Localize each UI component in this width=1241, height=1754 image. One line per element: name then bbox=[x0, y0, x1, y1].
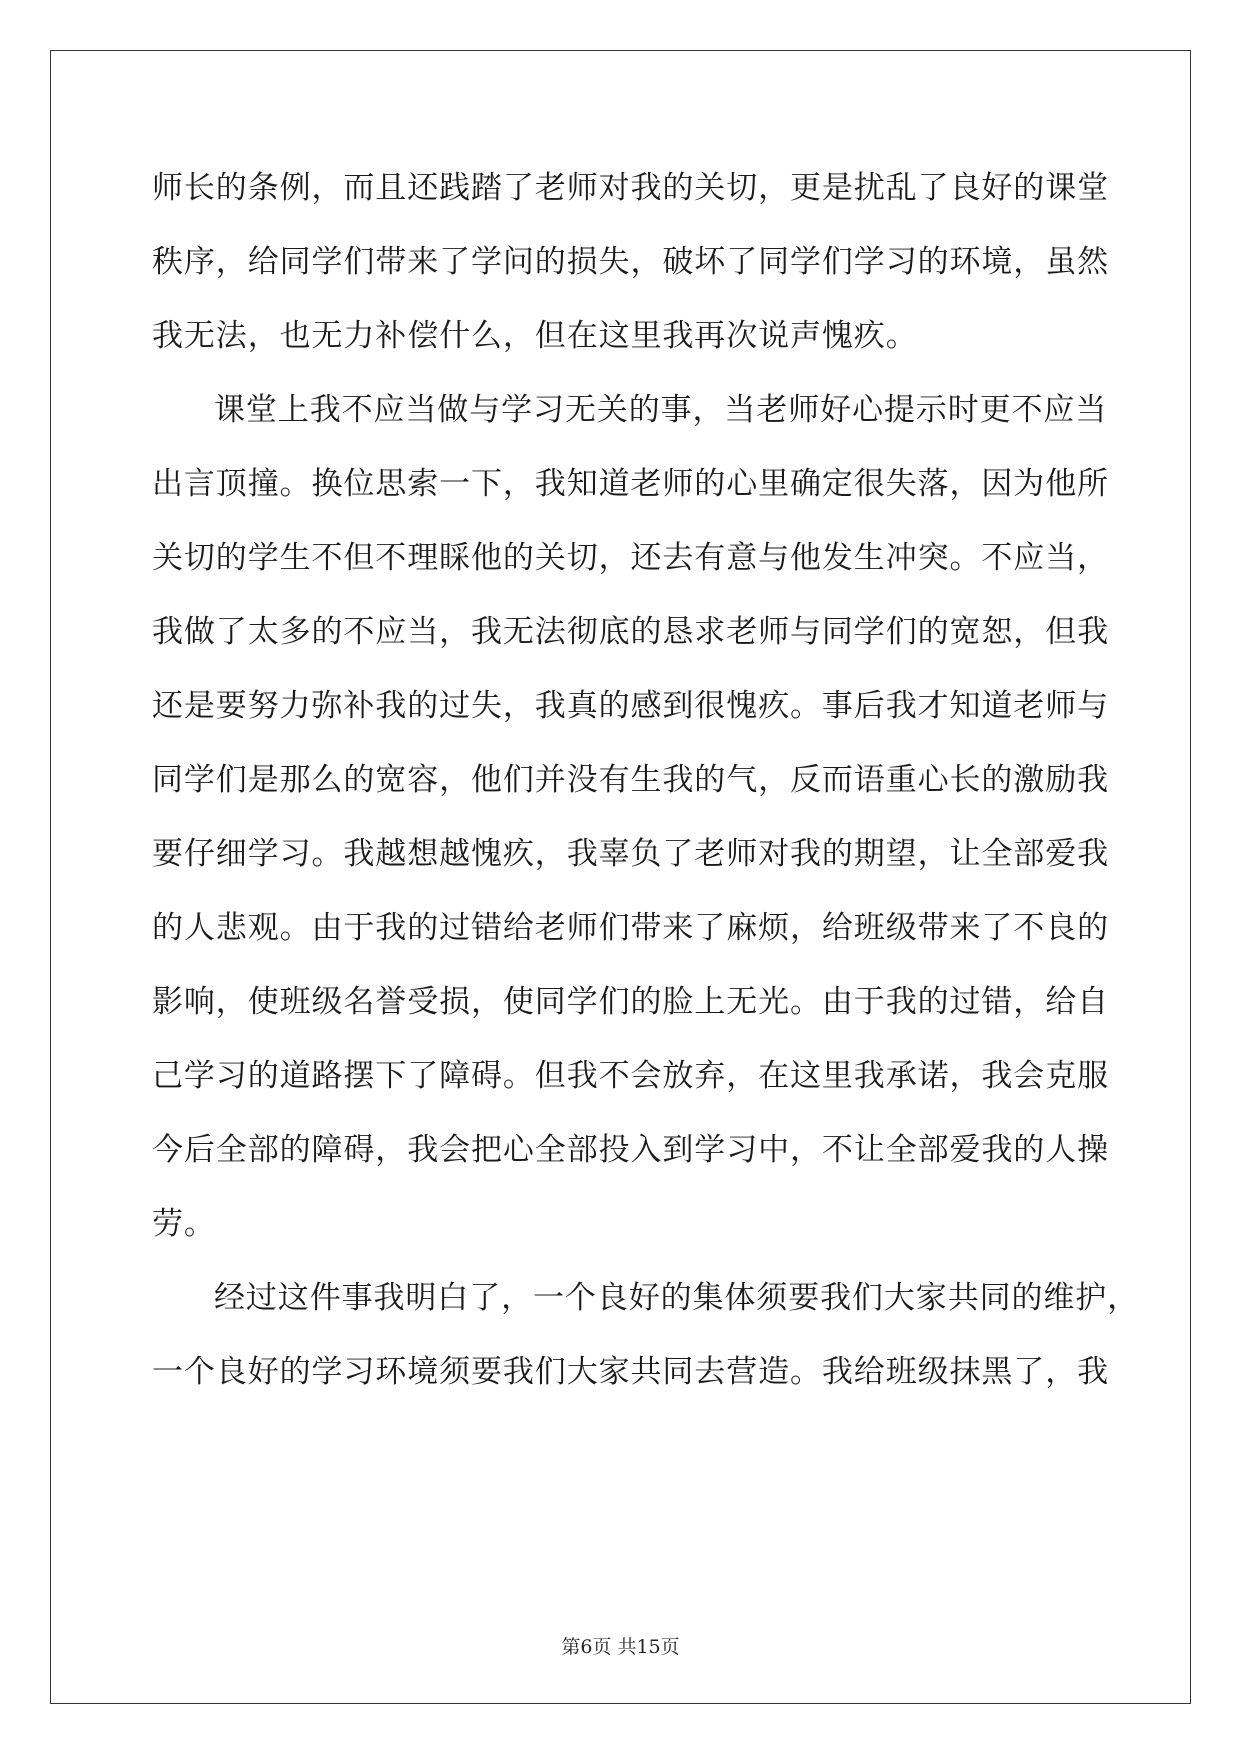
body-line: 关切的学生不但不理睬他的关切，还去有意与他发生冲突。不应当， bbox=[152, 540, 1109, 576]
body-line: 今后全部的障碍，我会把心全部投入到学习中，不让全部爱我的人操 bbox=[152, 1132, 1109, 1168]
body-line: 劳。 bbox=[152, 1206, 216, 1242]
body-line: 同学们是那么的宽容，他们并没有生我的气，反而语重心长的激励我 bbox=[152, 762, 1109, 798]
body-line: 我做了太多的不应当，我无法彻底的恳求老师与同学们的宽恕，但我 bbox=[152, 614, 1109, 650]
body-line: 还是要努力弥补我的过失，我真的感到很愧疚。事后我才知道老师与 bbox=[152, 688, 1109, 724]
body-line: 要仔细学习。我越想越愧疚，我辜负了老师对我的期望，让全部爱我 bbox=[152, 836, 1109, 872]
paragraph-first-line: 课堂上我不应当做与学习无关的事，当老师好心提示时更不应当 bbox=[214, 392, 1108, 428]
body-line: 我无法，也无力补偿什么，但在这里我再次说声愧疚。 bbox=[152, 318, 918, 354]
body-line: 师长的条例，而且还践踏了老师对我的关切，更是扰乱了良好的课堂 bbox=[152, 170, 1109, 206]
paragraph-first-line: 经过这件事我明白了，一个良好的集体须要我们大家共同的维护， bbox=[214, 1280, 1140, 1316]
body-line: 出言顶撞。换位思索一下，我知道老师的心里确定很失落，因为他所 bbox=[152, 466, 1109, 502]
body-line: 秩序，给同学们带来了学问的损失，破坏了同学们学习的环境，虽然 bbox=[152, 244, 1109, 280]
body-line: 影响，使班级名誉受损，使同学们的脸上无光。由于我的过错，给自 bbox=[152, 984, 1109, 1020]
body-line: 一个良好的学习环境须要我们大家共同去营造。我给班级抹黑了，我 bbox=[152, 1354, 1109, 1390]
body-line: 己学习的道路摆下了障碍。但我不会放弃，在这里我承诺，我会克服 bbox=[152, 1058, 1109, 1094]
body-line: 的人悲观。由于我的过错给老师们带来了麻烦，给班级带来了不良的 bbox=[152, 910, 1109, 946]
page-number: 第6页 共15页 bbox=[561, 1636, 680, 1658]
